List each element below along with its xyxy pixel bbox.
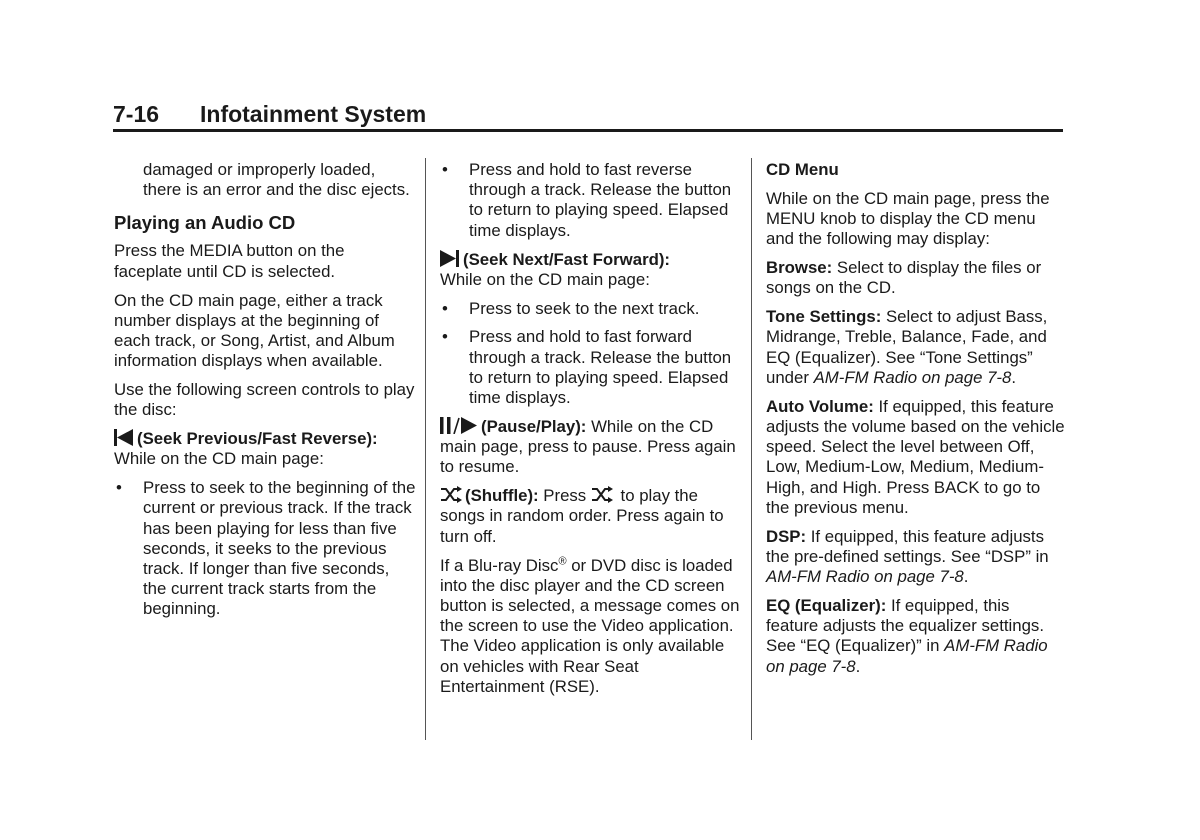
bullet: • <box>442 298 448 318</box>
list-item <box>440 160 740 241</box>
dsp-text: If equipped, this feature adjusts the pre-defined settings. See “DSP” in <box>766 526 1049 566</box>
seek-previous-icon <box>114 429 134 446</box>
eq-entry <box>766 596 1066 677</box>
seek-next-text: While on the CD main page: <box>440 269 650 289</box>
auto-volume-label: Auto Volume: <box>766 396 874 416</box>
browse-text: Select to display the files or songs on the CD. <box>766 258 1042 298</box>
subheading-playing-audio-cd: Playing an Audio CD <box>114 212 296 234</box>
pause-play-text: While on the CD main page, press to pause. Press again to resume. <box>440 416 736 477</box>
page-number: 7-16 <box>113 101 160 127</box>
shuffle-icon <box>591 486 613 503</box>
seek-next-entry <box>440 250 740 290</box>
punctuation: . <box>855 656 861 676</box>
browse-label: Browse: <box>766 258 833 278</box>
dsp-label: DSP: <box>766 526 807 546</box>
tone-settings-entry <box>766 307 1066 388</box>
seek-previous-label: (Seek Previous/Fast Reverse): <box>137 429 378 449</box>
cross-reference[interactable]: AM-FM Radio on page 7-8 <box>813 367 1012 387</box>
pause-play-icon <box>440 417 478 434</box>
list-item <box>114 478 416 619</box>
list-item-text: Press and hold to fast forward through a track. Release the button to return to playing speed. Elapsed time displays. <box>469 327 732 408</box>
pause-play-entry <box>440 417 740 478</box>
paragraph: On the CD main page, either a track number displays at the beginning of each track, or Song, Artist, and Album information displays when available. <box>114 290 395 371</box>
dsp-entry <box>766 527 1066 588</box>
shuffle-text: Press <box>538 486 591 506</box>
auto-volume-entry <box>766 397 1066 518</box>
section-title: Infotainment System <box>200 101 427 127</box>
column-divider <box>425 158 426 740</box>
header-rule <box>113 129 1063 132</box>
punctuation: . <box>1011 367 1017 387</box>
paragraph: Use the following screen controls to play the disc: <box>114 380 415 420</box>
list-item-text: Press and hold to fast reverse through a track. Release the button to return to playing speed. Elapsed time displays. <box>469 160 732 240</box>
page-header <box>113 101 1063 131</box>
cross-reference[interactable]: AM-FM Radio on page 7-8 <box>766 567 964 587</box>
shuffle-entry <box>440 486 740 547</box>
bluray-text: If a Blu-ray Disc <box>440 555 559 575</box>
browse-entry <box>766 258 1066 298</box>
subheading-cd-menu: CD Menu <box>766 160 839 179</box>
seek-next-icon <box>440 250 460 267</box>
bluray-paragraph <box>440 556 740 697</box>
bullet: • <box>442 160 448 179</box>
cross-reference[interactable]: AM-FM Radio on page 7-8 <box>766 636 1048 676</box>
list-item <box>440 299 740 319</box>
list-item-text: Press to seek to the beginning of the current or previous track. If the track has been playing for less than five seconds, it seeks to the previous track. If longer than five seconds, the current track starts from the beginning. <box>143 478 416 619</box>
bluray-text: or DVD disc is loaded into the disc player and the CD screen button is selected, a message comes on the screen to use the Video application. The Video application is only available on vehicles with Rear Seat Entertainment (RSE). <box>440 555 740 696</box>
list-item-text: Press to seek to the next track. <box>469 298 700 318</box>
auto-volume-text: If equipped, this feature adjusts the volume based on the vehicle speed. Select the level between Off, Low, Medium-Low, Medium, Medium-High, and High. Press BACK to go to the previous menu. <box>766 396 1065 517</box>
bullet: • <box>116 478 122 498</box>
seek-previous-text: While on the CD main page: <box>114 449 324 469</box>
list-item <box>440 327 740 408</box>
column-3 <box>766 160 1066 685</box>
shuffle-icon <box>440 486 462 503</box>
punctuation: . <box>963 567 969 587</box>
seek-next-label: (Seek Next/Fast Forward): <box>463 249 671 269</box>
eq-label: EQ (Equalizer): <box>766 595 887 615</box>
continued-bullet-text: damaged or improperly loaded, there is an error and the disc ejects. <box>143 160 410 200</box>
pause-play-label: (Pause/Play): <box>481 416 587 436</box>
seek-previous-entry <box>114 429 416 469</box>
column-1 <box>114 160 416 628</box>
shuffle-label: (Shuffle): <box>465 486 539 506</box>
registered-mark: ® <box>558 554 567 567</box>
paragraph: Press the MEDIA button on the faceplate until CD is selected. <box>114 241 345 281</box>
paragraph: While on the CD main page, press the MENU knob to display the CD menu and the following may display: <box>766 188 1050 249</box>
bullet: • <box>442 327 448 347</box>
eq-text: If equipped, this feature adjusts the equalizer settings. See “EQ (Equalizer)” in <box>766 595 1044 656</box>
tone-settings-label: Tone Settings: <box>766 307 882 327</box>
tone-settings-text: Select to adjust Bass, Midrange, Treble, Balance, Fade, and EQ (Equalizer). See “Tone Settings” under <box>766 307 1048 387</box>
column-2 <box>440 160 740 706</box>
shuffle-text: to play the songs in random order. Press again to turn off. <box>440 486 724 546</box>
column-divider <box>751 158 752 740</box>
